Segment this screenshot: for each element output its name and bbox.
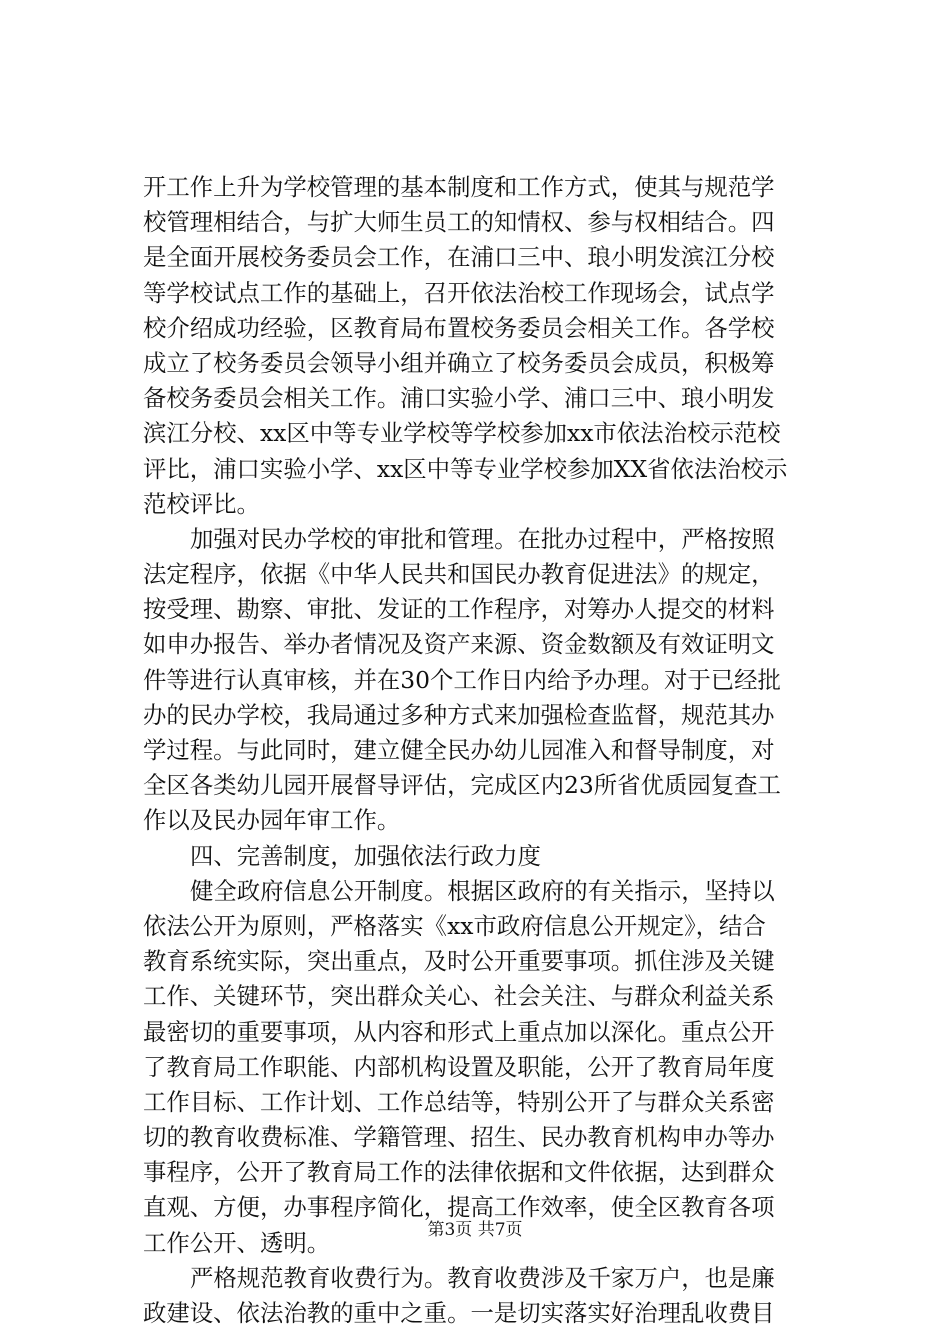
text-line: 范校评比。 bbox=[143, 489, 260, 518]
text-line: 依法公开为原则，严格落实《xx市政府信息公开规定》，结合 bbox=[143, 911, 766, 940]
text-line: 直观、方便，办事程序简化，提高工作效率，使全区教育各项 bbox=[143, 1193, 775, 1222]
text-line: 了教育局工作职能、内部机构设置及职能，公开了教育局年度 bbox=[143, 1052, 775, 1081]
text-line: 成立了校务委员会领导小组并确立了校务委员会成员，积极筹 bbox=[143, 348, 775, 377]
text-line: 全区各类幼儿园开展督导评估，完成区内23所省优质园复查工 bbox=[143, 771, 781, 800]
paragraph-first-line: 加强对民办学校的审批和管理。在批办过程中，严格按照 bbox=[190, 524, 775, 553]
text-line: 学过程。与此同时，建立健全民办幼儿园准入和督导制度，对 bbox=[143, 736, 775, 764]
body-text bbox=[143, 170, 843, 1331]
text-line: 办的民办学校，我局通过多种方式来加强检查监督，规范其办 bbox=[143, 700, 775, 729]
text-line: 备校务委员会相关工作。浦口实验小学、浦口三中、琅小明发 bbox=[143, 384, 775, 413]
text-line: 工作目标、工作计划、工作总结等，特别公开了与群众关系密 bbox=[143, 1087, 775, 1116]
text-line: 工作公开、透明。 bbox=[143, 1228, 331, 1257]
paragraph-first-line: 健全政府信息公开制度。根据区政府的有关指示，坚持以 bbox=[190, 876, 775, 905]
text-line: 法定程序，依据《中华人民共和国民办教育促进法》的规定， bbox=[143, 560, 775, 589]
text-line: 政建设、依法治教的重中之重。一是切实落实好治理乱收费目 bbox=[143, 1299, 775, 1327]
text-line: 如申办报告、举办者情况及资产来源、资金数额及有效证明文 bbox=[143, 630, 775, 659]
text-line: 等学校试点工作的基础上，召开依法治校工作现场会，试点学 bbox=[143, 278, 775, 307]
text-line: 作以及民办园年审工作。 bbox=[143, 806, 401, 835]
text-line: 校管理相结合，与扩大师生员工的知情权、参与权相结合。四 bbox=[143, 208, 775, 237]
section-heading: 四、完善制度，加强依法行政力度 bbox=[190, 841, 541, 870]
text-line: 工作、关键环节，突出群众关心、社会关注、与群众利益关系 bbox=[143, 982, 775, 1011]
text-line: 按受理、勘察、审批、发证的工作程序，对筹办人提交的材料 bbox=[143, 595, 775, 624]
text-line: 是全面开展校务委员会工作，在浦口三中、琅小明发滨江分校 bbox=[143, 243, 775, 272]
page-number-footer: 第3页 共7页 bbox=[427, 1220, 523, 1240]
text-line: 滨江分校、xx区中等专业学校等学校参加xx市依法治校示范校 bbox=[143, 419, 781, 448]
text-line: 教育系统实际，突出重点，及时公开重要事项。抓住涉及关键 bbox=[143, 947, 775, 976]
text-line: 件等进行认真审核，并在30个工作日内给予办理。对于已经批 bbox=[143, 665, 781, 694]
text-line: 最密切的重要事项，从内容和形式上重点加以深化。重点公开 bbox=[143, 1017, 775, 1046]
text-line: 评比，浦口实验小学、xx区中等专业学校参加XX省依法治校示 bbox=[143, 454, 788, 483]
text-line: 开工作上升为学校管理的基本制度和工作方式，使其与规范学 bbox=[143, 173, 775, 201]
text-line: 校介绍成功经验，区教育局布置校务委员会相关工作。各学校 bbox=[143, 313, 775, 342]
text-line: 事程序，公开了教育局工作的法律依据和文件依据，达到群众 bbox=[143, 1158, 775, 1187]
text-line: 切的教育收费标准、学籍管理、招生、民办教育机构申办等办 bbox=[143, 1123, 775, 1152]
paragraph-first-line: 严格规范教育收费行为。教育收费涉及千家万户，也是廉 bbox=[190, 1263, 775, 1292]
